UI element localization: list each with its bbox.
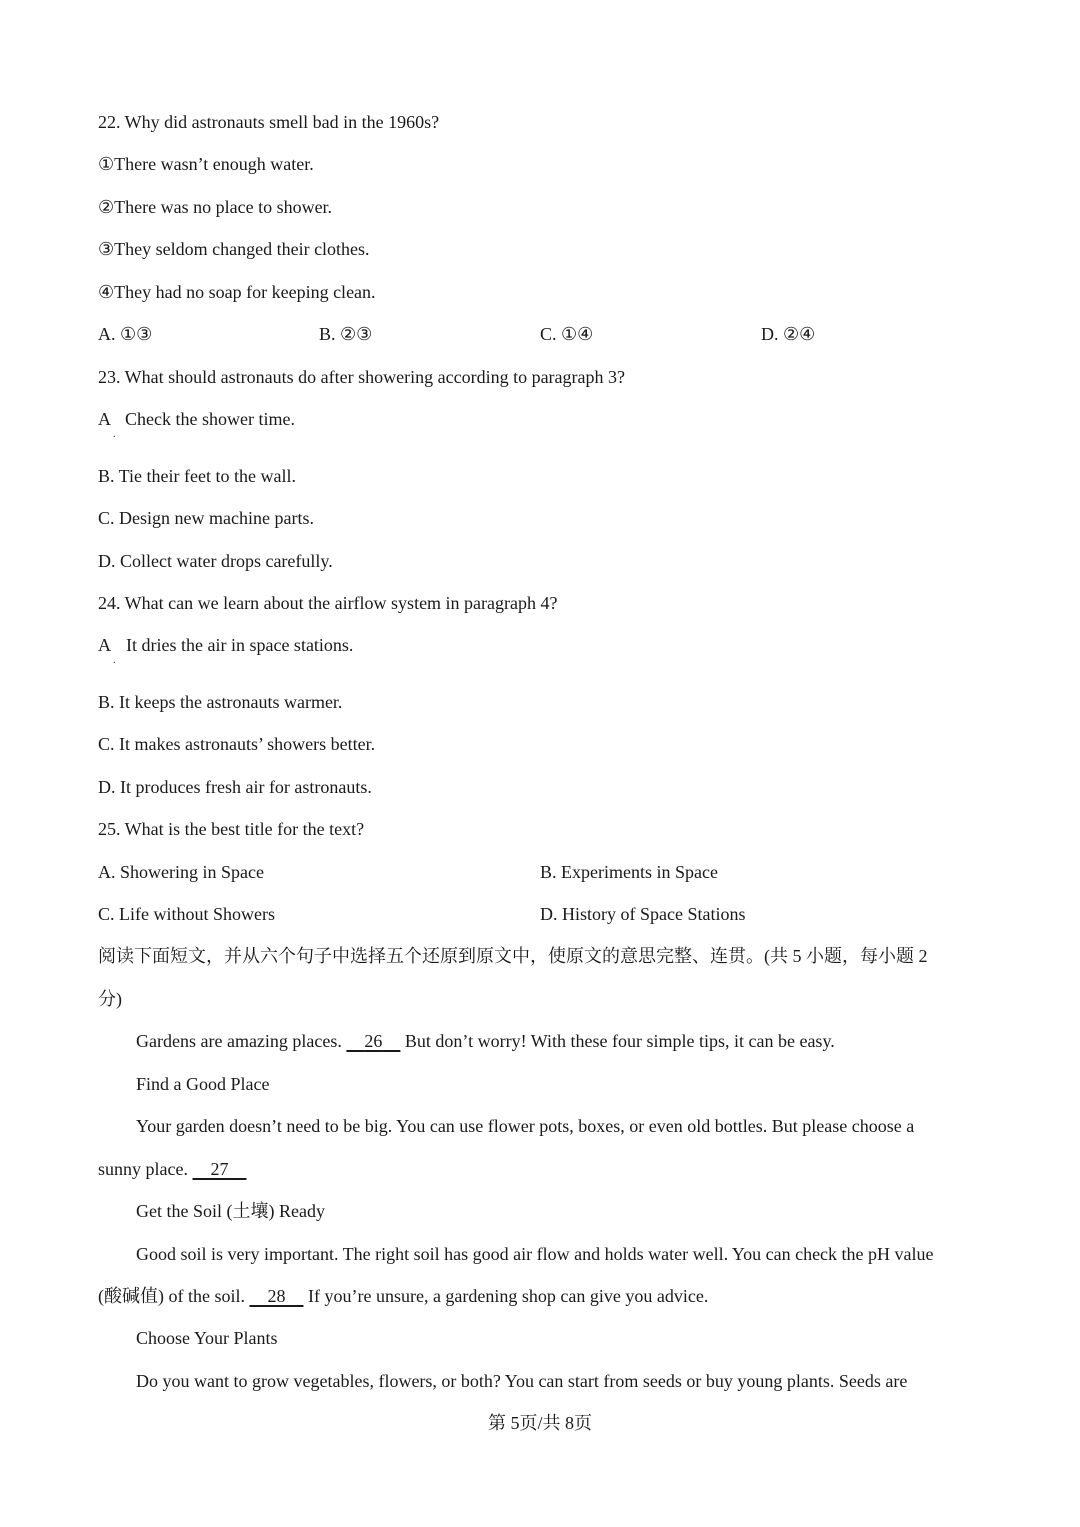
heading-choose-your-plants: Choose Your Plants (136, 1328, 278, 1348)
q25-stem: 25. What is the best title for the text? (98, 819, 365, 839)
q24-option-d: D. It produces fresh air for astronauts. (98, 777, 372, 797)
paragraph-3-text-start: (酸碱值) of the soil. (98, 1286, 250, 1306)
paragraph-3-text-end: If you’re unsure, a gardening shop can give you advice. (303, 1286, 709, 1306)
blank-27-number: 27 (210, 1159, 229, 1179)
passage-paragraph-4-line1: Do you want to grow vegetables, flowers, or both? You can start from seeds or buy young plants. Seeds are (136, 1371, 908, 1391)
q25-option-b: B. Experiments in Space (540, 862, 718, 882)
passage-paragraph-3-line1: Good soil is very important. The right soil has good air flow and holds water well. You can check the pH value (136, 1244, 934, 1264)
q23-option-a-dot: . (113, 429, 116, 440)
q23-option-a-text: Check the shower time. (125, 409, 295, 429)
q24-option-a-dot: . (113, 655, 116, 666)
q23-option-b: B. Tie their feet to the wall. (98, 466, 296, 486)
passage-paragraph-1 (136, 1030, 835, 1052)
q22-statement-3: ③They seldom changed their clothes. (98, 239, 370, 259)
passage-paragraph-3-line2 (98, 1285, 708, 1307)
q22-stem: 22. Why did astronauts smell bad in the 1960s? (98, 112, 440, 132)
q24-option-b: B. It keeps the astronauts warmer. (98, 692, 343, 712)
q24-option-c: C. It makes astronauts’ showers better. (98, 734, 376, 754)
paragraph-2-text: sunny place. (98, 1159, 193, 1179)
section-instruction-line1: 阅读下面短文，并从六个句子中选择五个还原到原文中，使原文的意思完整、连贯。(共 5 小题，每小题 2 (98, 946, 928, 966)
page-number-footer: 第 5页/共 8页 (487, 1413, 592, 1433)
q23-option-c: C. Design new machine parts. (98, 508, 314, 528)
q22-statement-4: ④They had no soap for keeping clean. (98, 282, 376, 302)
blank-26 (346, 1031, 400, 1051)
q25-option-d: D. History of Space Stations (540, 904, 746, 924)
passage-paragraph-2-line1: Your garden doesn’t need to be big. You can use flower pots, boxes, or even old bottles. But please choose a (136, 1116, 915, 1136)
paragraph-1-text-start: Gardens are amazing places. (136, 1031, 347, 1051)
q25-option-c: C. Life without Showers (98, 904, 275, 924)
q23-option-d: D. Collect water drops carefully. (98, 551, 333, 571)
blank-27 (192, 1159, 246, 1179)
q24-option-a-text: It dries the air in space stations. (126, 635, 354, 655)
q23-option-a-letter: A (98, 409, 111, 429)
heading-get-the-soil-ready: Get the Soil (土壤) Ready (136, 1201, 325, 1221)
q22-statement-2: ②There was no place to shower. (98, 197, 333, 217)
blank-28-number: 28 (267, 1286, 286, 1306)
q22-option-c: C. ①④ (540, 324, 594, 344)
q24-option-a-letter: A (98, 635, 111, 655)
q23-stem: 23. What should astronauts do after showering according to paragraph 3? (98, 367, 626, 387)
blank-26-number: 26 (364, 1031, 383, 1051)
section-instruction-line2: 分) (98, 989, 122, 1009)
paragraph-1-text-end: But don’t worry! With these four simple tips, it can be easy. (400, 1031, 835, 1051)
heading-find-a-good-place: Find a Good Place (136, 1074, 270, 1094)
passage-paragraph-2-line2 (98, 1158, 246, 1180)
q22-option-b: B. ②③ (319, 324, 373, 344)
q24-stem: 24. What can we learn about the airflow system in paragraph 4? (98, 593, 558, 613)
q22-statement-1: ①There wasn’t enough water. (98, 154, 314, 174)
blank-28 (249, 1286, 303, 1306)
q22-option-a: A. ①③ (98, 324, 153, 344)
q22-option-d: D. ②④ (761, 324, 816, 344)
q25-option-a: A. Showering in Space (98, 862, 264, 882)
